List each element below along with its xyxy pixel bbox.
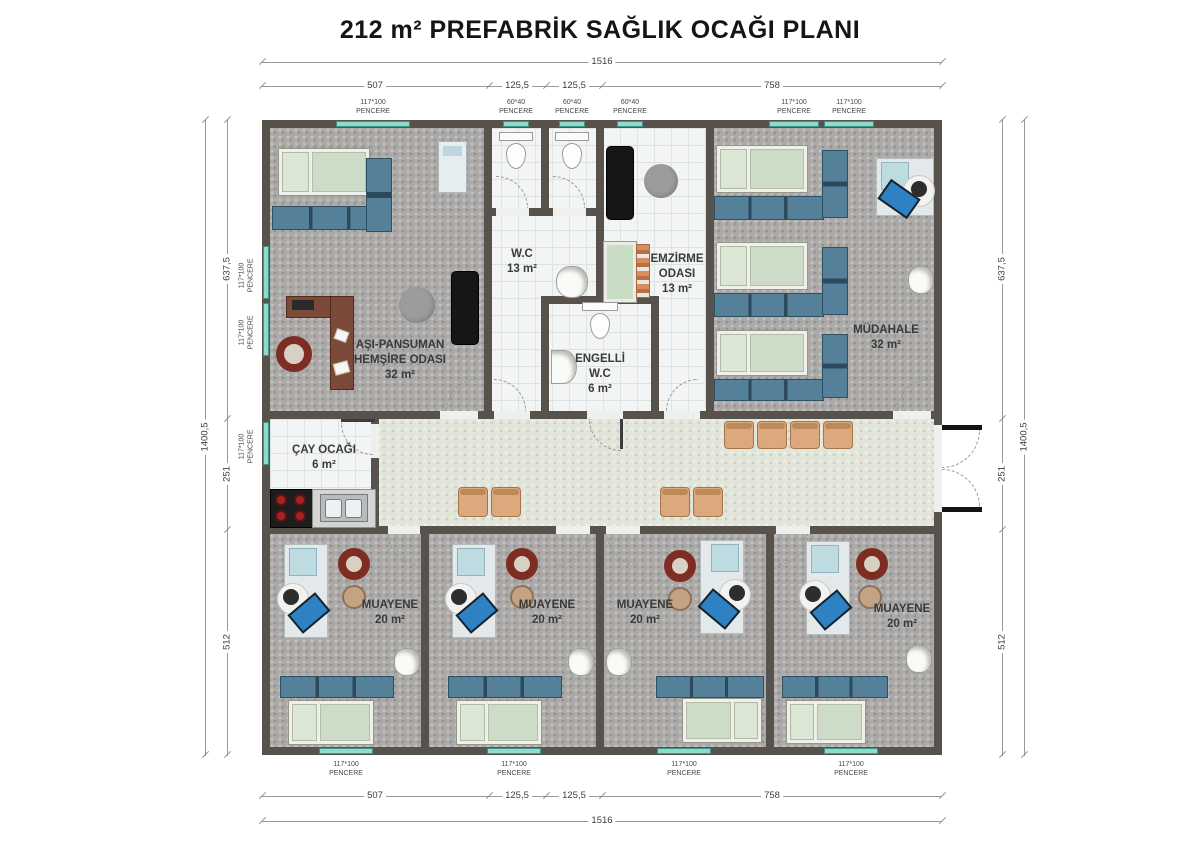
- wall: [651, 296, 659, 419]
- room-name: ENGELLİ W.C: [575, 353, 625, 380]
- wall: [586, 208, 598, 216]
- waiting-chair-icon: [757, 421, 787, 449]
- dim-bottom-seg: 125,5: [502, 790, 532, 801]
- room-name: AŞI-PANSUMAN HEMŞİRE ODASI: [353, 339, 446, 366]
- office-chair-icon: [506, 548, 538, 580]
- wall: [541, 296, 549, 419]
- window-icon: [263, 246, 269, 299]
- sink-icon: [906, 645, 932, 673]
- room-label-wc: [492, 247, 552, 277]
- wall-poster-icon: [438, 141, 467, 193]
- door-opening: [606, 526, 640, 534]
- wall: [596, 128, 604, 304]
- dim-tick: [1021, 751, 1028, 758]
- privacy-screen-icon: [782, 676, 888, 698]
- window-icon: [336, 121, 410, 127]
- bed-icon: [716, 145, 808, 193]
- office-chair-icon: [276, 336, 312, 372]
- round-table-icon: [644, 164, 678, 198]
- privacy-screen-icon: [714, 293, 824, 317]
- dim-right-seg: 251: [997, 463, 1008, 485]
- room-area: 20 m²: [629, 613, 661, 626]
- privacy-screen-icon: [280, 676, 394, 698]
- door-leaf-icon: [341, 419, 375, 422]
- privacy-screen-icon: [714, 379, 824, 401]
- dim-line: [1002, 120, 1003, 756]
- room-name: MUAYENE: [361, 599, 419, 611]
- privacy-screen-icon: [366, 158, 392, 232]
- office-chair-icon: [338, 548, 370, 580]
- sink-icon: [908, 266, 934, 294]
- privacy-screen-icon: [448, 676, 562, 698]
- burner-icon: [275, 494, 287, 506]
- waiting-chair-icon: [790, 421, 820, 449]
- dim-right-seg: 637,5: [997, 254, 1008, 284]
- room-name: MÜDAHALE: [853, 324, 919, 336]
- door-swing-icon: [942, 469, 980, 507]
- round-table-icon: [399, 287, 435, 323]
- room-area: 32 m²: [870, 338, 902, 351]
- room-name: MUAYENE: [873, 603, 931, 615]
- door-swing-icon: [942, 430, 980, 468]
- dim-top-seg: 758: [761, 80, 783, 91]
- medical-kit-icon: [289, 548, 317, 576]
- wall: [596, 534, 604, 747]
- room-area: 32 m²: [384, 368, 416, 381]
- sink-icon: [394, 648, 420, 676]
- room-label-muayene-4: [862, 602, 942, 632]
- bed-icon: [716, 330, 808, 376]
- dim-tick: [939, 82, 946, 89]
- privacy-screen-icon: [822, 150, 848, 218]
- door-opening: [893, 411, 931, 419]
- doctor-desk-icon: [806, 541, 850, 635]
- waiting-chair-icon: [660, 487, 690, 517]
- window-icon: [263, 422, 269, 465]
- privacy-screen-icon: [656, 676, 764, 698]
- door-opening: [494, 411, 530, 419]
- page-title: 212 m² PREFABRİK SAĞLIK OCAĞI PLANI: [339, 16, 861, 44]
- dim-left-seg: 637,5: [222, 254, 233, 284]
- dim-right-seg: 512: [997, 631, 1008, 653]
- window-label: 60*40 PENCERE: [499, 99, 533, 116]
- window-icon: [824, 121, 874, 127]
- crib-icon: [604, 242, 636, 302]
- doctor-desk-icon: [452, 544, 496, 638]
- waiting-chair-icon: [724, 421, 754, 449]
- dim-bottom-seg: 507: [364, 790, 386, 801]
- sink-icon: [606, 648, 632, 676]
- window-icon: [559, 121, 585, 127]
- window-icon: [617, 121, 643, 127]
- dim-top-total: 1516: [588, 56, 615, 67]
- office-chair-icon: [856, 548, 888, 580]
- dim-line: [227, 120, 228, 756]
- room-label-muayene-2: [507, 598, 587, 628]
- window-label: 117*100 PENCERE: [356, 99, 390, 116]
- room-area: 20 m²: [886, 617, 918, 630]
- room-name: EMZİRME ODASI: [650, 253, 704, 280]
- toilet-icon: [499, 132, 533, 141]
- room-label-muayene-3: [605, 598, 685, 628]
- door-opening: [496, 208, 529, 216]
- dim-top-seg: 507: [364, 80, 386, 91]
- wall: [484, 208, 496, 216]
- dim-top-seg: 125,5: [502, 80, 532, 91]
- medical-kit-icon: [811, 545, 839, 573]
- dim-left-total: 1400,5: [200, 419, 211, 454]
- window-icon: [824, 748, 878, 754]
- stove-icon: [270, 489, 314, 528]
- burner-icon: [275, 510, 287, 522]
- wall: [529, 208, 553, 216]
- room-area: 6 m²: [588, 382, 612, 395]
- room-name: MUAYENE: [616, 599, 674, 611]
- doctor-figure-icon: [451, 589, 467, 605]
- doctor-figure-icon: [283, 589, 299, 605]
- door-opening: [553, 208, 586, 216]
- dim-left-seg: 251: [222, 463, 233, 485]
- window-label: 117*100 PENCERE: [834, 761, 868, 778]
- room-label-muayene-1: [350, 598, 430, 628]
- door-opening: [556, 526, 590, 534]
- waiting-chair-icon: [458, 487, 488, 517]
- door-opening: [587, 411, 623, 419]
- door-opening: [440, 411, 478, 419]
- door-opening: [664, 411, 700, 419]
- medical-kit-icon: [711, 544, 739, 572]
- wall: [541, 128, 549, 216]
- dim-tick: [939, 817, 946, 824]
- dim-tick: [224, 751, 231, 758]
- doctor-desk-icon: [284, 544, 328, 638]
- doctor-figure-icon: [729, 585, 745, 601]
- privacy-screen-icon: [822, 247, 848, 315]
- basin-icon: [325, 499, 342, 518]
- room-area: 13 m²: [506, 262, 538, 275]
- kitchen-sink-icon: [320, 494, 368, 522]
- sofa-icon: [451, 271, 479, 345]
- bed-icon: [288, 700, 374, 745]
- window-label: 117*100 PENCERE: [238, 258, 255, 293]
- window-label: 117*100 PENCERE: [667, 761, 701, 778]
- bed-icon: [682, 698, 762, 743]
- toilet-icon: [582, 302, 618, 311]
- window-icon: [503, 121, 529, 127]
- window-icon: [319, 748, 373, 754]
- bed-icon: [786, 700, 866, 744]
- waiting-chair-icon: [823, 421, 853, 449]
- basin-icon: [345, 499, 362, 518]
- window-icon: [769, 121, 819, 127]
- doctor-desk-icon: [876, 158, 934, 216]
- room-area: 20 m²: [374, 613, 406, 626]
- window-icon: [487, 748, 541, 754]
- room-area: 6 m²: [312, 458, 336, 471]
- wall: [484, 128, 492, 419]
- burner-icon: [294, 494, 306, 506]
- dim-bottom-total: 1516: [588, 815, 615, 826]
- room-name: ÇAY OCAĞI: [292, 444, 356, 456]
- window-label: 117*100 PENCERE: [329, 761, 363, 778]
- toilet-icon: [555, 132, 589, 141]
- bed-icon: [278, 148, 370, 196]
- room-name: W.C: [511, 248, 533, 260]
- window-label: 60*40 PENCERE: [613, 99, 647, 116]
- dim-tick: [999, 751, 1006, 758]
- entrance-opening: [934, 425, 942, 512]
- door-opening: [388, 526, 420, 534]
- window-label: 117*100 PENCERE: [238, 429, 255, 464]
- dim-tick: [939, 58, 946, 65]
- privacy-screen-icon: [714, 196, 824, 220]
- entrance-door-leaf-icon: [942, 507, 982, 512]
- sink-icon: [556, 266, 588, 298]
- wall: [766, 534, 774, 747]
- window-label: 117*100 PENCERE: [497, 761, 531, 778]
- dim-tick: [939, 792, 946, 799]
- room-area: 20 m²: [531, 613, 563, 626]
- wall: [421, 534, 429, 747]
- bed-icon: [716, 242, 808, 290]
- room-area: 13 m²: [661, 282, 693, 295]
- dim-bottom-seg: 758: [761, 790, 783, 801]
- window-label: 117*100 PENCERE: [832, 99, 866, 116]
- window-label: 60*40 PENCERE: [555, 99, 589, 116]
- medical-kit-icon: [457, 548, 485, 576]
- window-label: 117*100 PENCERE: [238, 315, 255, 350]
- dim-top-seg: 125,5: [559, 80, 589, 91]
- room-label-asi-pansuman: [340, 338, 460, 383]
- bed-icon: [456, 700, 542, 745]
- dim-left-seg: 512: [222, 631, 233, 653]
- office-chair-icon: [664, 550, 696, 582]
- room-name: MUAYENE: [518, 599, 576, 611]
- room-label-emzirme: [644, 252, 710, 297]
- window-icon: [263, 303, 269, 356]
- room-label-engelli-wc: [565, 352, 635, 397]
- dim-right-total: 1400,5: [1019, 419, 1030, 454]
- doctor-figure-icon: [805, 586, 821, 602]
- door-opening: [776, 526, 810, 534]
- dim-bottom-seg: 125,5: [559, 790, 589, 801]
- waiting-chair-icon: [693, 487, 723, 517]
- room-label-cay-ocagi: [279, 443, 369, 473]
- sofa-icon: [606, 146, 634, 220]
- burner-icon: [294, 510, 306, 522]
- waiting-chair-icon: [491, 487, 521, 517]
- window-label: 117*100 PENCERE: [777, 99, 811, 116]
- sink-icon: [568, 648, 594, 676]
- dim-tick: [202, 751, 209, 758]
- doctor-desk-icon: [700, 540, 744, 634]
- window-icon: [657, 748, 711, 754]
- room-label-mudahale: [841, 323, 931, 353]
- monitor-icon: [292, 300, 314, 310]
